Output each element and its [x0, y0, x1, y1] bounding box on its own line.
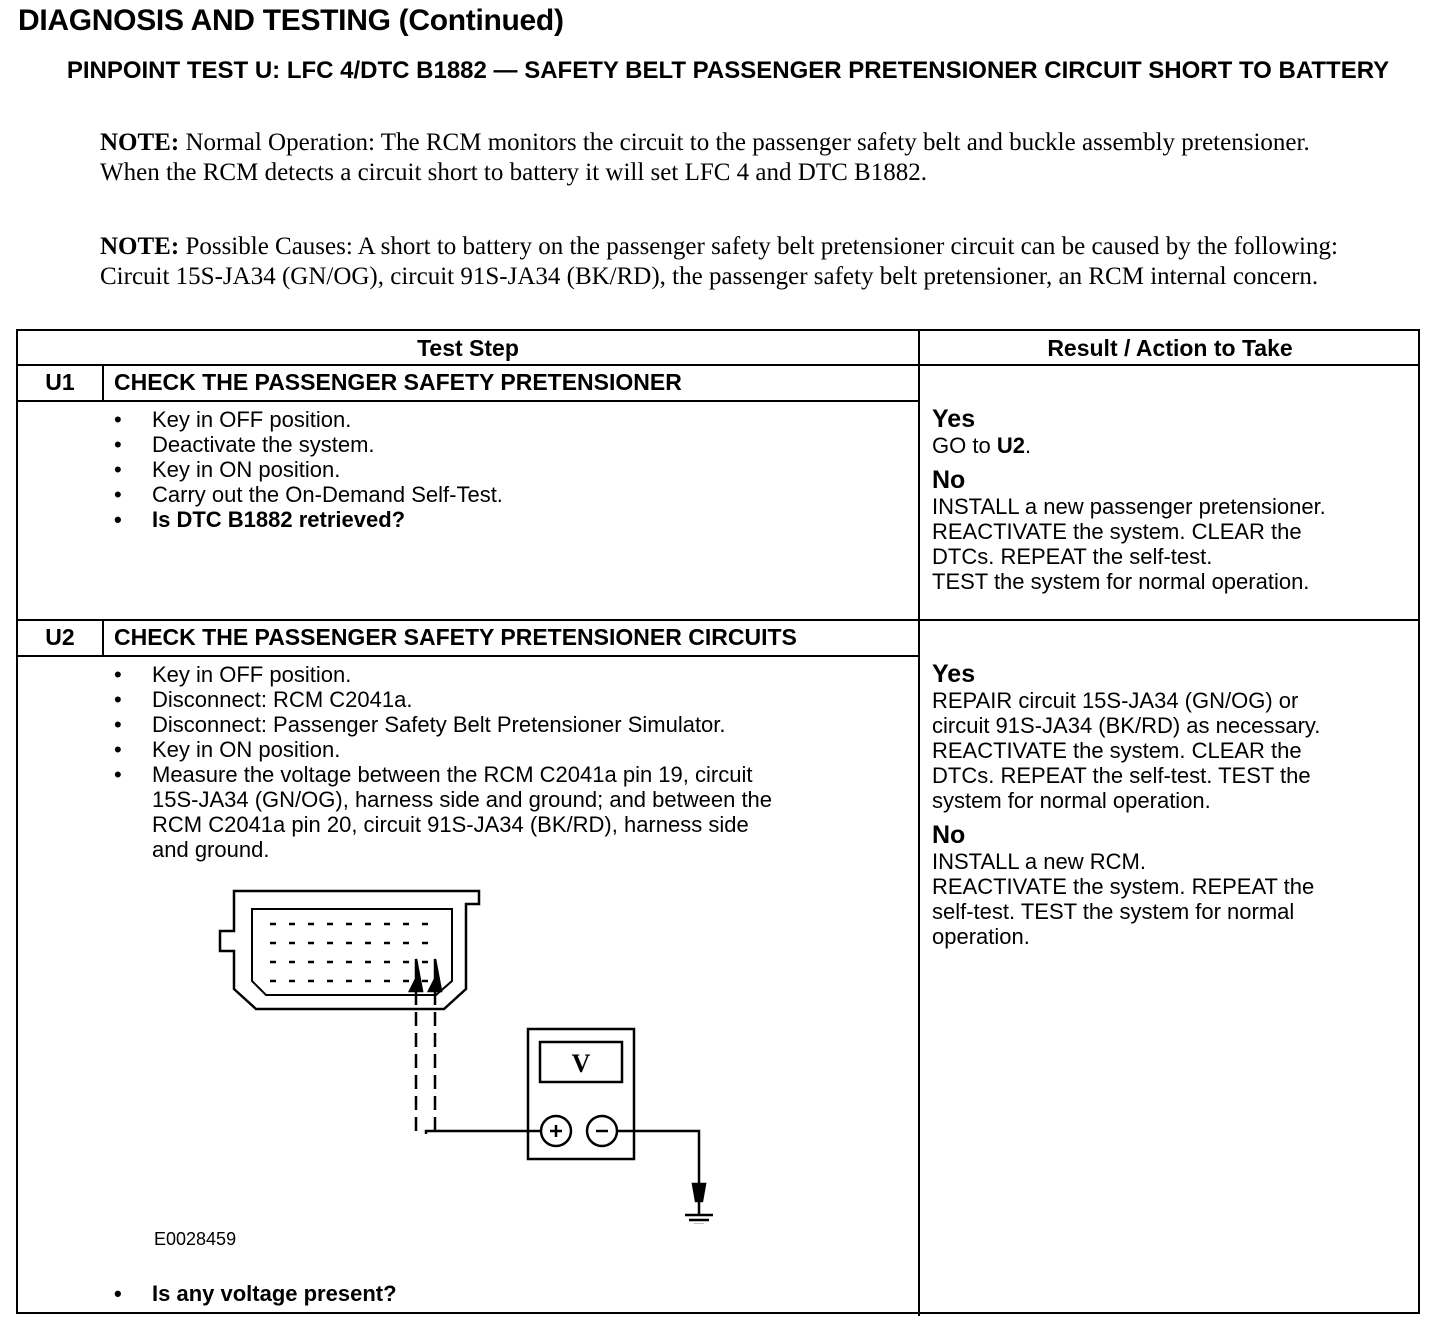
- step-id-divider: [102, 364, 104, 402]
- no-action-line: DTCs. REPEAT the self-test.: [932, 544, 1213, 569]
- step-id-u2: U2: [45, 624, 75, 650]
- figure-reference-id: E0028459: [154, 1229, 237, 1249]
- no-action-line: REACTIVATE the system. CLEAR the: [932, 519, 1302, 544]
- note-text: Possible Causes: A short to battery on the passenger safety belt pretensioner circuit can be caused by the following: Circuit 15S-JA34 (GN/OG), circuit 91S-JA34 (BK/RD), the passenger safety belt pretensioner, an RCM internal concern.: [100, 233, 1338, 290]
- voltmeter-label: V: [571, 1049, 591, 1078]
- step-title-divider: [18, 655, 918, 657]
- probe-pin-20: [429, 959, 441, 991]
- no-label: No: [932, 821, 966, 849]
- ground-clip: [693, 1184, 705, 1201]
- no-action-line: self-test. TEST the system for normal: [932, 899, 1295, 924]
- connector-voltmeter-diagram: [204, 879, 724, 1224]
- measure-line: and ground.: [152, 837, 270, 862]
- ground-lead-wire: [617, 1131, 699, 1184]
- instruction-item: • Key in OFF position.: [112, 662, 772, 687]
- step-divider: [18, 619, 1420, 621]
- instruction-item-measure: [112, 762, 772, 862]
- step-u2-result: [932, 660, 1412, 949]
- yes-action-line: REPAIR circuit 15S-JA34 (GN/OG) or: [932, 688, 1299, 713]
- yes-action-line: circuit 91S-JA34 (BK/RD) as necessary.: [932, 713, 1321, 738]
- pinpoint-test-title: PINPOINT TEST U: LFC 4/DTC B1882 — SAFETY BELT PASSENGER PRETENSIONER CIRCUIT SHORT TO BATTERY: [66, 57, 1390, 84]
- yes-action-text: GO to: [932, 433, 991, 458]
- measure-line: • Measure the voltage between the RCM C2041a pin 19, circuit: [152, 762, 753, 787]
- no-action-line: TEST the system for normal operation.: [932, 569, 1310, 594]
- instruction-item: • Key in ON position.: [112, 457, 503, 482]
- goto-step-link: U2: [996, 433, 1025, 458]
- page-title: DIAGNOSIS AND TESTING (Continued): [18, 4, 564, 37]
- instruction-item: • Carry out the On-Demand Self-Test.: [112, 482, 503, 507]
- instruction-item: • Deactivate the system.: [112, 432, 503, 457]
- yes-label: Yes: [932, 660, 976, 688]
- note-label: NOTE:: [100, 129, 180, 156]
- step-u1-instructions: [112, 407, 503, 532]
- note-possible-causes: [100, 232, 1340, 292]
- no-action-line: operation.: [932, 924, 1030, 949]
- measure-line: RCM C2041a pin 20, circuit 91S-JA34 (BK/RD), harness side: [152, 812, 749, 837]
- note-text: Normal Operation: The RCM monitors the circuit to the passenger safety belt and buckle assembly pretensioner. When the RCM detects a circuit short to battery it will set LFC 4 and DTC B1882.: [100, 129, 1310, 186]
- instruction-item: • Key in ON position.: [112, 737, 772, 762]
- positive-lead-wire: [426, 1131, 541, 1134]
- yes-action-line: REACTIVATE the system. CLEAR the: [932, 738, 1302, 763]
- step-question: • Is DTC B1882 retrieved?: [112, 507, 503, 532]
- step-u2-instructions: [112, 662, 772, 862]
- instruction-item: • Key in OFF position.: [112, 407, 503, 432]
- step-title-u1: CHECK THE PASSENGER SAFETY PRETENSIONER: [114, 369, 682, 395]
- note-normal-operation: [100, 128, 1340, 188]
- column-divider: [918, 331, 920, 1316]
- instruction-item: • Disconnect: Passenger Safety Belt Pretensioner Simulator.: [112, 712, 772, 737]
- step-id-u1: U1: [45, 369, 75, 395]
- step-u1-result: [932, 405, 1412, 594]
- note-label: NOTE:: [100, 233, 180, 260]
- connector-pins: [270, 924, 428, 981]
- step-u2-question: [112, 1281, 397, 1306]
- yes-action: [932, 433, 1412, 458]
- no-action-line: INSTALL a new RCM.: [932, 849, 1146, 874]
- probe-pin-19: [410, 959, 422, 991]
- step-id-divider: [102, 619, 104, 657]
- yes-action-line: system for normal operation.: [932, 788, 1211, 813]
- no-action-line: REACTIVATE the system. REPEAT the: [932, 874, 1315, 899]
- step-question: • Is any voltage present?: [112, 1281, 397, 1306]
- no-action-line: INSTALL a new passenger pretensioner.: [932, 494, 1326, 519]
- yes-action-line: DTCs. REPEAT the self-test. TEST the: [932, 763, 1311, 788]
- pinpoint-test-table: [16, 329, 1420, 1314]
- no-label: No: [932, 466, 966, 494]
- step-title-u2: CHECK THE PASSENGER SAFETY PRETENSIONER CIRCUITS: [114, 624, 797, 650]
- yes-action-end: .: [1024, 433, 1032, 458]
- step-title-divider: [18, 400, 918, 402]
- header-test-step: Test Step: [417, 335, 519, 361]
- header-result-action: Result / Action to Take: [1047, 335, 1293, 361]
- yes-label: Yes: [932, 405, 976, 433]
- instruction-item: • Disconnect: RCM C2041a.: [112, 687, 772, 712]
- measure-line: 15S-JA34 (GN/OG), harness side and ground; and between the: [152, 787, 773, 812]
